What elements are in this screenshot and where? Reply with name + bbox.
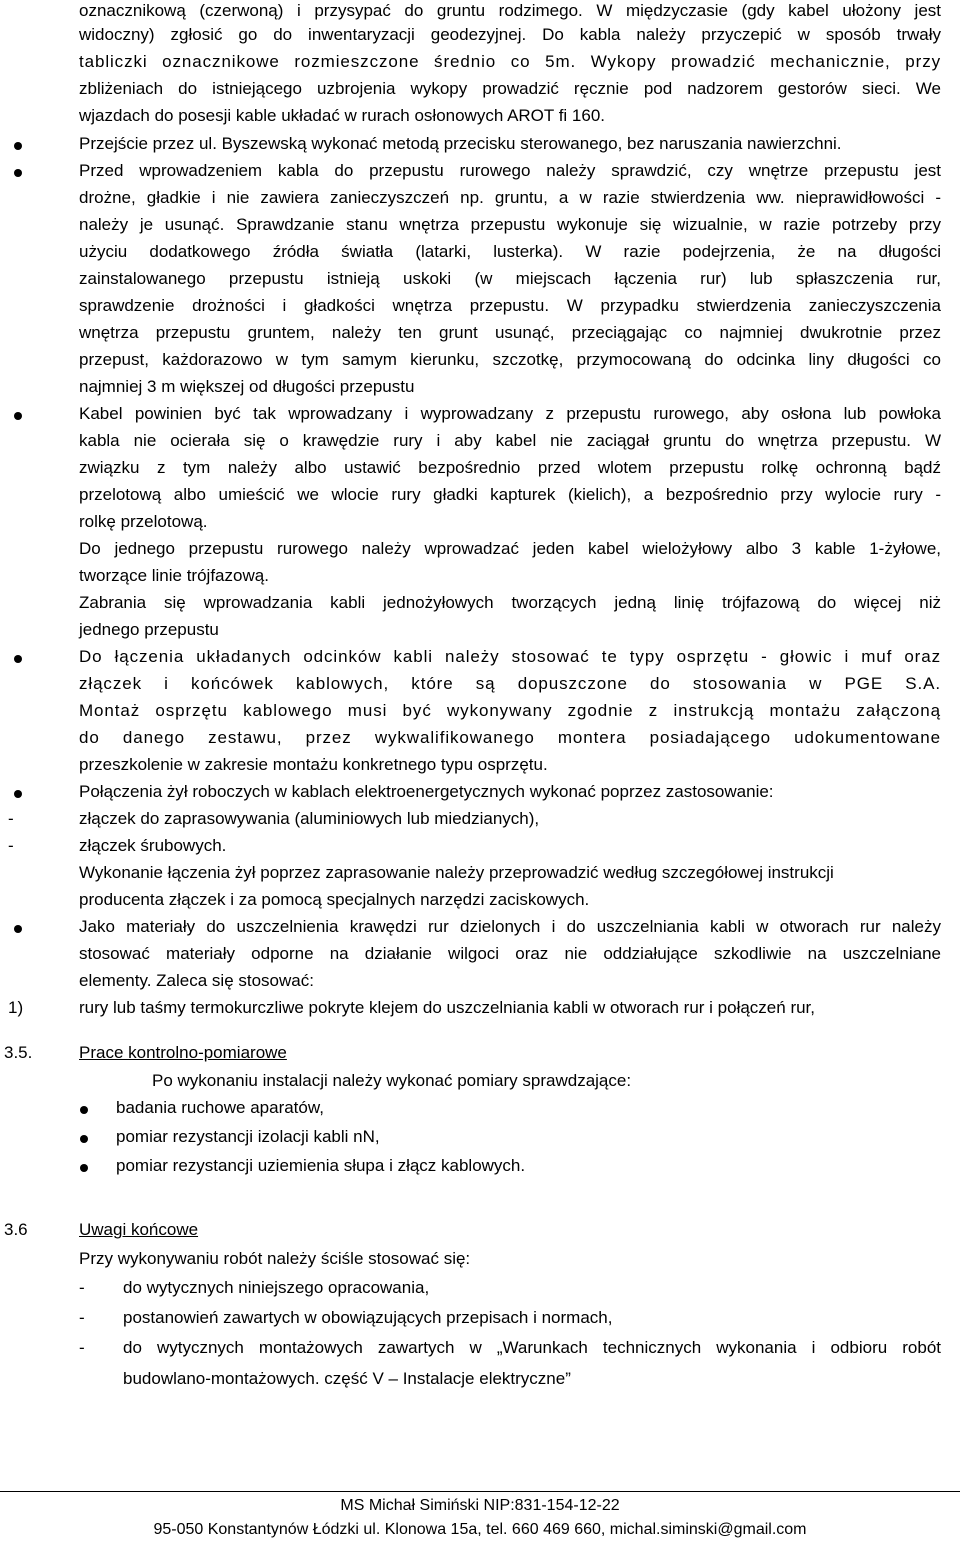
footer-address: 95-050 Konstantynów Łódzki ul. Klonowa 15a, tel. 660 469 660, michal.siminski@gmail.com [153, 1521, 807, 1538]
text-line: pomiar rezystancji izolacji kabli nN, [116, 1127, 380, 1146]
dash-marker: - [79, 1308, 85, 1327]
text-line: widoczny) zgłosić go do inwentaryzacji geodezyjnej. Do kabla należy przyczepić w sposób trwały [79, 25, 941, 44]
footer-divider [0, 1491, 960, 1492]
paragraph-line [0, 538, 960, 562]
paragraph-line [0, 808, 960, 832]
section-number: 3.5. [4, 1043, 33, 1062]
paragraph-line [0, 214, 960, 238]
text-line: Jako materiały do uszczelnienia krawędzi rur dzielonych i do uszczelniania kabli w otworach rur należy [79, 917, 941, 936]
section-3-5-intro [0, 1070, 960, 1094]
text-line: Po wykonaniu instalacji należy wykonać pomiary sprawdzające: [152, 1071, 632, 1090]
paragraph-line [0, 133, 960, 157]
paragraph-line [0, 160, 960, 184]
paragraph-line [0, 916, 960, 940]
text-line: związku z tym należy albo ustawić bezpośrednio przed wlotem przepustu rolkę ochronną bądź [79, 458, 941, 477]
text-line: złączek do zaprasowywania (aluminiowych lub miedzianych), [79, 809, 540, 828]
paragraph-line [0, 646, 960, 670]
bullet-icon [80, 1135, 88, 1143]
section-3-5-item [0, 1155, 960, 1179]
s36-intro [0, 1248, 960, 1272]
text-line: Kabel powinien być tak wprowadzany i wyprowadzany z przepustu rurowego, aby osłona lub powłoka [79, 404, 941, 423]
section-3-5-title [0, 1042, 960, 1066]
text-line: Do jednego przepustu rurowego należy wprowadzać jeden kabel wielożyłowy albo 3 kable 1-żyłowe, [79, 539, 941, 558]
paragraph-line [0, 565, 960, 589]
paragraph-line [0, 51, 960, 75]
bullet-icon [14, 142, 22, 150]
text-line: kabla nie ocierała się o krawędzie rury i aby kabel nie zaciągał gruntu do wnętrza przepustu. W [79, 431, 941, 450]
paragraph-line [0, 592, 960, 616]
text-line: przelotową albo umieścić we wlocie rury gładki kapturek (kielich), a bezpośrednio przy wylocie rury - [79, 485, 941, 504]
text-line: należy je usunąć. Sprawdzanie stanu wnętrza przepustu wykonuje się wizualnie, w razie potrzeby przy [79, 215, 941, 234]
text-line: wnętrza przepustu gruntem, należy ten grunt usunąć, przeciągając co najmniej dwukrotnie przez [79, 323, 941, 342]
text-line: Do łączenia układanych odcinków kabli należy stosować te typy osprzętu - głowic i muf oraz [79, 647, 941, 666]
dash-marker: - [79, 1278, 85, 1297]
text-line: najmniej 3 m większej od długości przepustu [79, 377, 415, 396]
paragraph-line [0, 889, 960, 913]
text-line: oznacznikową (czerwoną) i przysypać do gruntu rodzimego. W międzyczasie (gdy kabel ułożony jest [79, 1, 941, 20]
paragraph-line [0, 700, 960, 724]
paragraph-line [0, 943, 960, 967]
dash-marker: - [8, 809, 14, 828]
text-line: przeszkolenie w zakresie montażu konkretnego typu osprzętu. [79, 755, 548, 774]
text-line: złączek śrubowych. [79, 836, 227, 855]
paragraph-line [0, 997, 960, 1021]
paragraph-line [0, 24, 960, 48]
text-line: tworzące linie trójfazową. [79, 566, 269, 585]
section-heading: Uwagi końcowe [79, 1220, 199, 1239]
text-line: Montaż osprzętu kablowego musi być wykonywany zgodnie z instrukcją montażu załączoną [79, 701, 941, 720]
bullet-icon [80, 1164, 88, 1172]
paragraph-line [0, 187, 960, 211]
section-3-6-item [0, 1277, 960, 1301]
section-number: 3.6 [4, 1220, 28, 1239]
section-3-5-item [0, 1126, 960, 1150]
paragraph-line [0, 484, 960, 508]
text-line: elementy. Zaleca się stosować: [79, 971, 314, 990]
text-line: do wytycznych montażowych zawartych w „Warunkach technicznych wykonania i odbioru robót [123, 1338, 941, 1357]
text-line: rury lub taśmy termokurczliwe pokryte klejem do uszczelniania kabli w otworach rur i połączeń rur, [79, 998, 816, 1017]
text-line: Połączenia żył roboczych w kablach elektroenergetycznych wykonać poprzez zastosowanie: [79, 782, 774, 801]
text-line: producenta złączek i za pomocą specjalnych narzędzi zaciskowych. [79, 890, 590, 909]
paragraph-line [0, 781, 960, 805]
text-line: przepust, każdorazowo w tym samym kierunku, szczotkę, przymocowaną do odcinka liny długości co [79, 350, 941, 369]
bullet-icon [80, 1106, 88, 1114]
bullet-icon [14, 169, 22, 177]
text-line: Wykonanie łączenia żył poprzez zaprasowanie należy przeprowadzić według szczegółowej instrukcji [79, 863, 834, 882]
dash-marker: - [79, 1338, 85, 1357]
paragraph-line [0, 619, 960, 643]
text-line: Przejście przez ul. Byszewską wykonać metodą przecisku sterowanego, bez naruszania nawierzchni. [79, 134, 842, 153]
section-3-6-item [0, 1368, 960, 1392]
paragraph-line [0, 268, 960, 292]
paragraph-line [0, 78, 960, 102]
paragraph-line [0, 349, 960, 373]
text-line: postanowień zawartych w obowiązujących przepisach i normach, [123, 1308, 613, 1327]
section-3-5-item [0, 1097, 960, 1121]
section-heading: Prace kontrolno-pomiarowe [79, 1043, 287, 1062]
text-line: użyciu dodatkowego źródła światła (latarki, lusterka). W razie podejrzenia, że na długości [79, 242, 941, 261]
text-line: rolkę przelotową. [79, 512, 208, 531]
paragraph-line [0, 376, 960, 400]
bullet-icon [14, 655, 22, 663]
text-line: stosować materiały odporne na działanie wilgoci oraz nie oddziałujące szkodliwie na uszczelniane [79, 944, 941, 963]
paragraph-line [0, 403, 960, 427]
text-line: Przy wykonywaniu robót należy ściśle stosować się: [79, 1249, 471, 1268]
text-line: do wytycznych niniejszego opracowania, [123, 1278, 430, 1297]
text-line: drożne, gładkie i nie zawiera zanieczyszczeń np. gruntu, a w razie stwierdzenia ww. nieprawidłowości - [79, 188, 941, 207]
paragraph-line [0, 0, 960, 24]
paragraph-line [0, 105, 960, 129]
bullet-icon [14, 412, 22, 420]
text-line: sprawdzenie drożności i gładkości wnętrza przepustu. W przypadku stwierdzenia zanieczyszczenia [79, 296, 941, 315]
paragraph-line [0, 970, 960, 994]
paragraph-line [0, 862, 960, 886]
paragraph-line [0, 673, 960, 697]
paragraph-line [0, 511, 960, 535]
text-line: pomiar rezystancji uziemienia słupa i złącz kablowych. [116, 1156, 526, 1175]
text-line: zainstalowanego przepustu istnieją uskoki (w miejscach łączenia rur) lub spłaszczenia rur, [79, 269, 941, 288]
list-number: 1) [8, 998, 24, 1017]
footer-company: MS Michał Simiński NIP:831-154-12-22 [340, 1497, 620, 1514]
paragraph-line [0, 835, 960, 859]
text-line: do danego zestawu, przez wykwalifikowanego montera posiadającego udokumentowane [79, 728, 941, 747]
section-3-6-item [0, 1307, 960, 1331]
text-line: Zabrania się wprowadzania kabli jednożyłowych tworzących jedną linię trójfazową do więcej niż [79, 593, 941, 612]
bullet-icon [14, 925, 22, 933]
paragraph-line [0, 430, 960, 454]
paragraph-line [0, 295, 960, 319]
paragraph-line [0, 754, 960, 778]
text-line: budowlano-montażowych. część V – Instalacje elektryczne” [123, 1369, 571, 1388]
section-3-6-item [0, 1337, 960, 1361]
text-line: tabliczki oznacznikowe rozmieszczone średnio co 5m. Wykopy prowadzić mechanicznie, przy [79, 52, 941, 71]
text-line: złączek i końcówek kablowych, które są dopuszczone do stosowania w PGE S.A. [79, 674, 941, 693]
text-line: jednego przepustu [79, 620, 219, 639]
paragraph-line [0, 457, 960, 481]
text-line: badania ruchowe aparatów, [116, 1098, 324, 1117]
text-line: Przed wprowadzeniem kabla do przepustu rurowego należy sprawdzić, czy wnętrze przepustu jest [79, 161, 941, 180]
bullet-icon [14, 790, 22, 798]
text-line: zbliżeniach do istniejącego uzbrojenia wykopy prowadzić ręcznie pod nadzorem gestorów sieci. We [79, 79, 941, 98]
paragraph-line [0, 322, 960, 346]
dash-marker: - [8, 836, 14, 855]
text-line: wjazdach do posesji kable układać w rurach osłonowych AROT fi 160. [79, 106, 606, 125]
section-3-6-title [0, 1219, 960, 1243]
paragraph-line [0, 241, 960, 265]
paragraph-line [0, 727, 960, 751]
